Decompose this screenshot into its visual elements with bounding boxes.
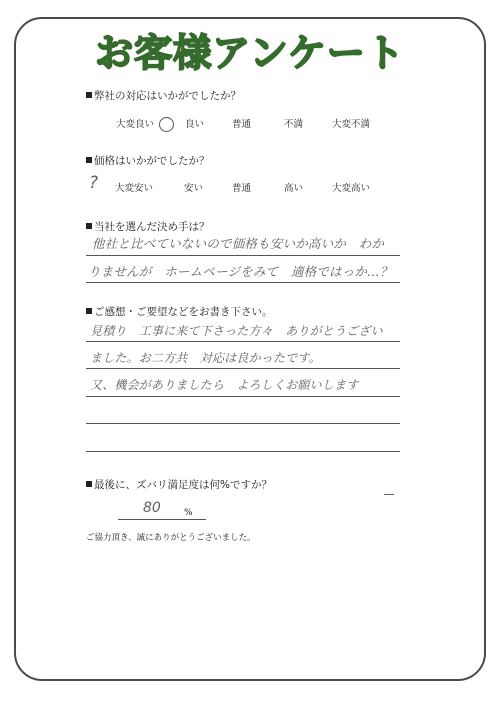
bullet-square-icon (86, 92, 92, 98)
q1-option-average: 普通 (232, 119, 252, 130)
question-5 (86, 477, 272, 492)
handwritten-question-mark: ? (89, 173, 99, 193)
question-2-text: 価格はいかがでしたか？ (94, 155, 210, 167)
question-1 (86, 88, 241, 103)
q5-percent-unit: % (184, 508, 193, 518)
question-5-text: 最後に、ズバリ満足度は何%ですか？ (94, 479, 272, 491)
question-4-text: ご感想・ご要望などをお書き下さい。 (94, 306, 273, 318)
q2-option-very-expensive: 大変高い (332, 183, 371, 194)
question-2-options (86, 180, 386, 196)
q2-option-average: 普通 (232, 183, 252, 194)
q5-answer-value: 80 (143, 500, 161, 516)
thank-you-footer: ご協力頂き、誠にありがとうございました。 (86, 533, 256, 543)
handwritten-circle-mark (159, 117, 174, 132)
q1-option-good: 良い (185, 119, 205, 130)
q4-answer-rule-3 (86, 396, 400, 397)
q4-answer-rule-1 (86, 341, 400, 342)
bullet-square-icon (86, 223, 92, 229)
stray-pen-mark (384, 494, 394, 495)
question-3 (86, 219, 210, 234)
bullet-square-icon (86, 481, 92, 487)
q2-option-very-cheap: 大変安い (115, 183, 154, 194)
question-2 (86, 153, 210, 168)
q1-option-dissatisfied: 不満 (284, 119, 304, 130)
q3-answer-line-1: 他社と比べていないので価格も安いか高いか わか (92, 236, 385, 251)
bullet-square-icon (86, 308, 92, 314)
q2-option-expensive: 高い (284, 183, 304, 194)
question-1-options (86, 116, 386, 132)
q5-answer-rule (118, 519, 206, 520)
q4-answer-rule-4 (86, 423, 400, 424)
question-1-text: 弊社の対応はいかがでしたか？ (94, 90, 241, 102)
q3-answer-rule-2 (86, 282, 400, 283)
q2-option-cheap: 安い (184, 183, 204, 194)
q3-answer-line-2: りませんが ホームページをみて 適格ではっか…？ (88, 264, 393, 279)
q4-answer-rule-2 (86, 368, 400, 369)
q1-option-very-dissatisfied: 大変不満 (332, 119, 371, 130)
question-4 (86, 304, 273, 319)
question-3-text: 当社を選んだ決め手は？ (94, 221, 210, 233)
q4-answer-line-1: 見積り 工事に来て下さった方々 ありがとうござい (90, 324, 383, 338)
bullet-square-icon (86, 157, 92, 163)
q3-answer-rule-1 (86, 255, 400, 256)
q4-answer-line-2: ました。お二方共 対応は良かったです。 (90, 351, 321, 365)
survey-title: お客様アンケート (95, 31, 405, 75)
q4-answer-rule-5 (86, 451, 400, 452)
q1-option-very-good: 大変良い (116, 119, 155, 130)
q4-answer-line-3: 又、機会がありましたら よろしくお願いします (90, 378, 359, 392)
